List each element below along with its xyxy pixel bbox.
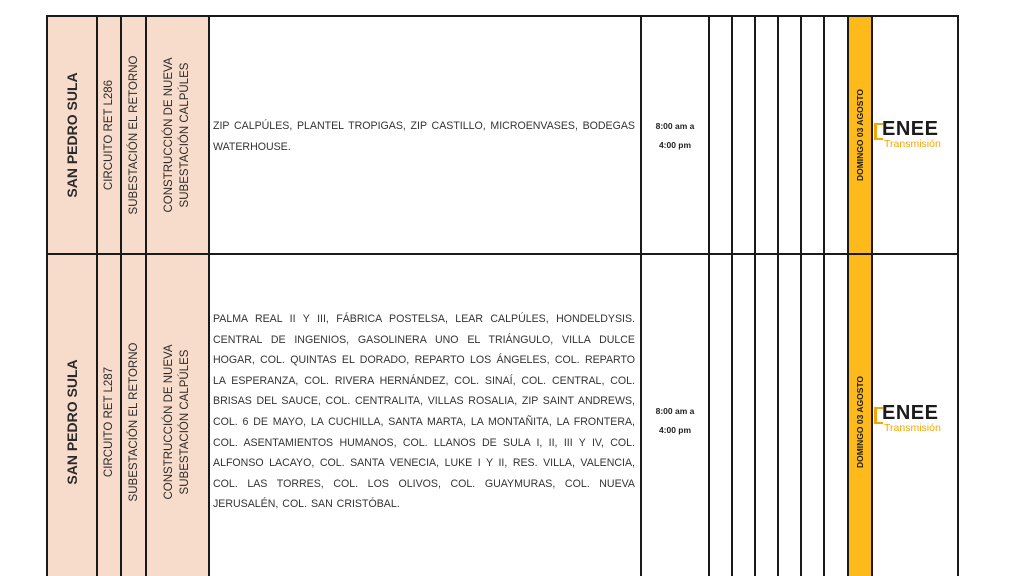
enee-logo-subtitle: Transmisión: [884, 138, 941, 150]
table-right-border: [957, 15, 959, 576]
column-border: [640, 15, 642, 576]
column-border: [800, 15, 802, 576]
municipio-cell: SAN PEDRO SULA: [64, 359, 80, 485]
trabajo-cell: [161, 344, 193, 499]
sectores-cell: PALMA REAL II Y III, FÁBRICA POSTELSA, LEAR CALPÚLES, HONDELDYSIS. CENTRAL DE INGENIOS, GASOLINERA UNO EL TRIÁNGULO, VILLA DULCE HOGAR, COL. QUINTAS EL DORADO, REPARTO LOS ÁNGELES, COL. REPARTO LA ESPERANZA, COL. RIVERA HERNÁNDEZ, COL. SINAÍ, COL. CENTRAL, COL. BRISAS DEL SAUCE, COL. CENTRALITA, VILLAS ROSALIA, ZIP SAINT ANDREWS, COL. 6 DE MAYO, LA CUCHILLA, SANTA MARTA, LA MONTAÑITA, LA FRONTERA, COL. ASENTAMIENTOS HUMANOS, COL. LLANOS DE SULA I, II, III Y IV, COL. ALFONSO LACAYO, COL. SANTA VENECIA, LUKE I Y II, RES. VILLA, VALENCIA, COL. LAS TORRES, COL. LOS OLIVOS, COL. GUAYMURAS, COL. NUEVA JERUSALÉN, COL. SAN CRISTÓBAL.: [213, 313, 635, 511]
column-border: [96, 15, 98, 576]
circuito-cell: CIRCUITO RET L287: [103, 366, 115, 478]
sectores-cell: ZIP CALPÚLES, PLANTEL TROPIGAS, ZIP CASTILLO, MICROENVASES, BODEGAS WATERHOUSE.: [213, 120, 635, 153]
column-border: [120, 15, 122, 576]
horario-line-2: 4:00 pm: [658, 140, 692, 150]
fecha-cell: DOMINGO 03 AGOSTO: [855, 375, 865, 469]
trabajo-line-2: SUBESTACIÓN CALPÚLES: [179, 62, 191, 208]
horario-cell: [642, 117, 708, 155]
horario-line-1: 8:00 am a: [655, 406, 695, 416]
column-border: [847, 15, 849, 576]
horario-line-1: 8:00 am a: [655, 121, 695, 131]
enee-logo: [872, 402, 962, 434]
horario-cell: [642, 402, 708, 440]
column-border: [823, 15, 825, 576]
subestacion-cell: SUBESTACIÓN EL RETORNO: [128, 342, 140, 502]
fecha-cell: DOMINGO 03 AGOSTO: [855, 88, 865, 182]
circuito-cell: CIRCUITO RET L286: [103, 79, 115, 191]
column-border: [708, 15, 710, 576]
enee-logo-text: ENEE: [872, 402, 962, 425]
column-border: [145, 15, 147, 576]
municipio-cell: SAN PEDRO SULA: [64, 72, 80, 198]
horario-line-2: 4:00 pm: [658, 425, 692, 435]
column-border: [731, 15, 733, 576]
subestacion-cell: SUBESTACIÓN EL RETORNO: [128, 55, 140, 215]
enee-logo-subtitle: Transmisión: [884, 422, 941, 434]
trabajo-cell: [161, 57, 193, 212]
enee-logo: [872, 118, 962, 150]
column-border: [46, 15, 48, 576]
trabajo-line-1: CONSTRUCCIÓN DE NUEVA: [163, 57, 175, 213]
column-border: [208, 15, 210, 576]
column-border: [754, 15, 756, 576]
trabajo-line-2: SUBESTACIÓN CALPÚLES: [179, 349, 191, 495]
trabajo-line-1: CONSTRUCCIÓN DE NUEVA: [163, 344, 175, 500]
enee-logo-text: ENEE: [872, 118, 962, 141]
column-border: [777, 15, 779, 576]
column-border: [871, 15, 873, 576]
